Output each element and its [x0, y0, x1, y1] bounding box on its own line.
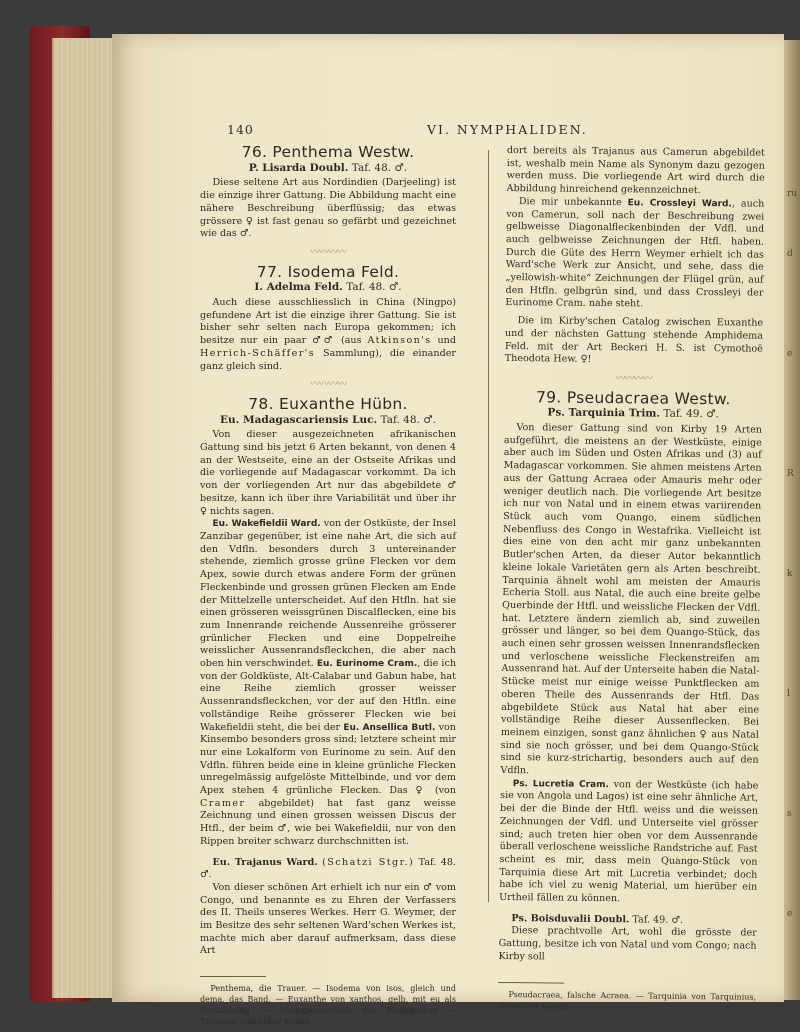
text-run: von der Ostküste, der Insel Zanzibar gegenüber, ist eine nahe Art, die sich auf den Vdfln. besonders durch 3 untereinander stehende, ziemlich grosse grüne Flecken vor dem Apex, sowie durch etwas andere Form der grünen Fleckenbinde und grossen grünen Flecken am Ende der Mittelzelle unterscheidet. Auf den Htfln. hat sie einen grösseren weissgrünen Discalflecken, eine bis zum Innenrande reichende Aussenreihe grösserer grünlicher Flecken und eine Doppelreihe weisslicher Aussenrandsfleckchen, die aber nach oben hin verschwindet. [200, 518, 456, 670]
paragraph [499, 778, 758, 908]
species-name: Eu. Ansellica Butl. [343, 722, 436, 733]
author-name: Herrich-Schäffer's [200, 347, 316, 359]
facing-page-letter: d [787, 249, 793, 259]
facing-page-letter: R [787, 469, 794, 479]
sex-symbol: ♂. [671, 914, 684, 926]
genus-heading-77: 77. Isodema Feld. [256, 262, 400, 281]
text-run: Auch diese ausschliesslich in China (Ningpo) gefundene Art ist die einzige ihrer Gattung. Sie ist bisher sehr selten nach Europa gekommen; ich besitze nur ein paar ♂♂ (aus [200, 297, 456, 347]
plate-ref: Taf. 48. [418, 856, 456, 868]
genus-heading-78: 78. Euxanthe Hübn. [248, 394, 408, 413]
sex-symbol: ♂. [200, 869, 212, 881]
column-divider [488, 150, 489, 902]
paragraph: Die im Kirby'schen Catalog zwischen Euxanthe und der nächsten Gattung stehende Amphidema Feld. mit der Art Beckeri H. S. ist Cymothoë Theodota Hew. ♀! [504, 315, 764, 366]
species-name: Eu. Eurinome Cram. [316, 659, 418, 670]
sex-symbol: ♂. [423, 413, 436, 426]
sex-symbol: ♂. [394, 161, 408, 174]
plate-ref: Taf. 48. [380, 413, 420, 426]
species-name: Eu. Wakefieldii Ward. [212, 519, 321, 530]
paragraph [200, 518, 456, 848]
species-line-trajanus [200, 857, 456, 882]
ornament-divider: 〰〰〰〰 [615, 373, 652, 385]
paragraph: Diese prachtvolle Art, wohl die grösste der Gattung, besitze ich von Natal und vom Congo; nach Kirby soll [498, 925, 757, 963]
author-name: Atkinson's [367, 335, 432, 347]
paragraph: Von dieser Gattung sind von Kirby 19 Arten aufgeführt, die meistens an der Westküste, einige aber auch im Süden und Osten Afrikas und (3) auf Madagascar vorkommen. Sie ahmen meistens Arten aus der Gattung Acraea oder Amauris mehr oder weniger deutlich nach. Die vorliegende Art besitze ich nur von Natal und in einem etwas variirenden Stück auch vom Quango, einem südlichen Nebenfluss des Congo in Westafrika. Vielleicht ist dies eine von den acht mir ganz unbekannten Butler'schen Arten, da dieser Autor bekanntlich kleine lokale Varietäten gern als Arten beschreibt. Tarquinia ähnelt wohl am meisten der Amauris Echeria Stoll. aus Natal, die auch eine breite gelbe Querbinde der Htfl. und weissliche Flecken der Vdfl. hat. Letztere ändern ziemlich ab, sind zuweilen grösser und länger, so bei dem Quango-Stück, das auch einen sehr grossen weissen Innenrandsflecken und verloschene weissliche Fleckenstreifen am Aussenrand hat. Auf der Unterseite haben die Natal-Stücke meist nur einige weisse Punktflecken am oberen Theile des Aussenrands der Htfl. Das abgebildete Stück aus Natal hat aber eine vollständige Reihe dieser Aussenflecken. Bei meinem einzigen, sonst ganz ähnlichen ♀ aus Natal sind sie noch grösser, und bei dem Quango-Stück sind sie kurz-strichartig, besonders auch auf den Vdfln. [500, 422, 763, 777]
facing-page-edge [784, 40, 800, 1000]
text-run: , auch von Camerun, soll nach der Beschreibung zwei gelbweisse Diagonalfleckenbinden der Vdfl. und auch gelbweisse Zeichnungen der Htfl. haben. Durch die Güte des Herrn Weymer erhielt ich das Ward'sche Werk zur Ansicht, und sehe, dass die „yellowish-white“ Zeichnungen der Flügel grün, auf den Htfln. gelbgrün sind, und dass Crossleyi der Eurinome Cram. nahe steht. [505, 198, 765, 310]
species-name: Eu. Crossleyi Ward. [627, 198, 732, 210]
genus-heading-76: 76. Penthema Westw. [241, 143, 415, 161]
species-line-adelma [200, 281, 456, 294]
text-run: abgebildet) hat fast ganz weisse Zeichnung und einen grossen weissen Discus der Htfl., der beim ♂, wie bei Wakefieldii, nur von den Rippen breiter schwarz durchschnitten ist. [200, 797, 456, 847]
plate-ref: Taf. 49. [632, 914, 669, 926]
sex-symbol: ♂. [388, 281, 402, 294]
species-line-tarquinia [504, 406, 762, 421]
text-run: und [431, 335, 456, 347]
text-run: von Kinsembo besonders gross sind; letztere scheint mir nur eine Lokalform von Eurinome zu sein. Auf den Vdfln. führen beide eine in kleine grünliche Flecken unregelmässig aufgelöste Mittelbinde, und vor dem Apex stehen 4 grünliche Flecken. Das ♀ (von [200, 721, 456, 797]
section-title: VI. NYMPHALIDEN. [427, 122, 588, 137]
species-name: P. Lisarda Doubl. [248, 161, 349, 174]
paragraph: Diese seltene Art aus Nordindien (Darjeeling) ist die einzige ihrer Gattung. Die Abbildung macht eine nähere Beschreibung überflüssig; das etwas grössere ♀ ist fast genau so gefärbt und gezeichnet wie das ♂. [200, 177, 456, 240]
text-run: von der Westküste (ich habe sie von Angola und Lagos) ist eine sehr ähnliche Art, bei der die Binde der Htfl. weiss und die weissen Zeichnungen der Vdfl. und Unterseite viel grösser sind; auch treten hier oben vor dem Aussenrande überall verloschene weissliche Randstriche auf. Fast scheint es mir, dass mein Quango-Stück von Tarquinia diese Art mit Lucretia verbindet; doch habe ich viel zu wenig Material, um hierüber ein Urtheil fällen zu können. [499, 778, 759, 905]
ornament-divider: 〰〰〰〰 [310, 379, 346, 391]
facing-page-letter: ru [787, 189, 798, 199]
left-column [200, 140, 456, 1027]
right-column [498, 145, 765, 1013]
facing-page-letter: l [787, 689, 790, 699]
paragraph: Von dieser schönen Art erhielt ich nur ein ♂ vom Congo, und benannte es zu Ehren der Verfassers des II. Theils unseres Werkes. Herr G. Weymer, der im Besitze des sehr seltenen Ward'schen Werkes ist, machte mich aber darauf aufmerksam, dass diese Art [200, 881, 456, 957]
ornament-divider: 〰〰〰〰 [310, 246, 346, 258]
species-name: Ps. Boisduvalii Doubl. [511, 912, 630, 926]
genus-heading-79: 79. Pseudacraea Westw. [535, 387, 731, 409]
species-name: I. Adelma Feld. [254, 281, 343, 294]
species-name: Eu. Madagascariensis Luc. [220, 413, 378, 426]
paragraph: dort bereits als Trajanus aus Camerun abgebildet ist, weshalb mein Name als Synonym dazu gezogen werden muss. Die vorliegende Art wird durch die Abbildung hinreichend gekennzeichnet. [506, 145, 765, 197]
paragraph [505, 196, 764, 313]
sex-symbol: ♂. [706, 408, 719, 421]
footnote-rule [498, 982, 564, 984]
species-name: Ps. Lucretia Cram. [512, 778, 610, 790]
facing-page-letter: s [787, 809, 792, 819]
species-line-lisarda [200, 162, 456, 175]
text-run: , die ich von der Goldküste, Alt-Calabar und Gabun habe, hat eine Reihe ziemlich grosser weisser Aussenrandsfleckchen, vor der auf den Htfln. eine vollständige Reihe grösserer Flecken wie bei Wakefieldii steht, die bei der [200, 658, 456, 733]
plate-ref: Taf. 49. [663, 408, 703, 421]
footnote: Pseudacraea, falsche Acraea. — Tarquinia von Tarquinius, römischer Kaiser. [497, 989, 757, 1011]
text-run: Sammlung), die einander ganz gleich sind. [200, 347, 456, 372]
paragraph [200, 297, 456, 373]
author-name: Cramer [200, 797, 246, 809]
facing-page-letter: e [787, 349, 793, 359]
species-name: Eu. Trajanus Ward. [212, 856, 318, 868]
facing-page-letter: k [787, 569, 793, 579]
species-name: Ps. Tarquinia Trim. [547, 406, 661, 420]
author-name: (Schatzi Stgr.) [322, 856, 415, 868]
text-run: Die mir unbekannte [518, 195, 628, 209]
paragraph: Von dieser ausgezeichneten afrikanischen Gattung sind bis jetzt 6 Arten bekannt, von denen 4 an der Westseite, eine an der Ostseite Afrikas und die vorliegende auf Madagascar vorkommt. Da ich von der vorliegenden Art nur das abgebildete ♂ besitze, kann ich über ihre Variabilität und über ihr ♀ nichts sagen. [200, 429, 456, 517]
page-number: 140 [227, 122, 254, 137]
plate-ref: Taf. 48. [351, 161, 392, 174]
facing-page-letter: e [787, 909, 793, 919]
plate-ref: Taf. 48. [346, 281, 386, 294]
species-line-madagascariensis [200, 414, 456, 427]
footnote-rule [200, 976, 266, 977]
footnote: Penthema, die Trauer. — Isodema von isos, gleich und dema, das Band. — Euxanthe von xanthos, gelb, mit eu als Verstärkung. — Madagascariensis von Madagascar. — Trajanus, römischer Kaiser. [200, 984, 456, 1027]
